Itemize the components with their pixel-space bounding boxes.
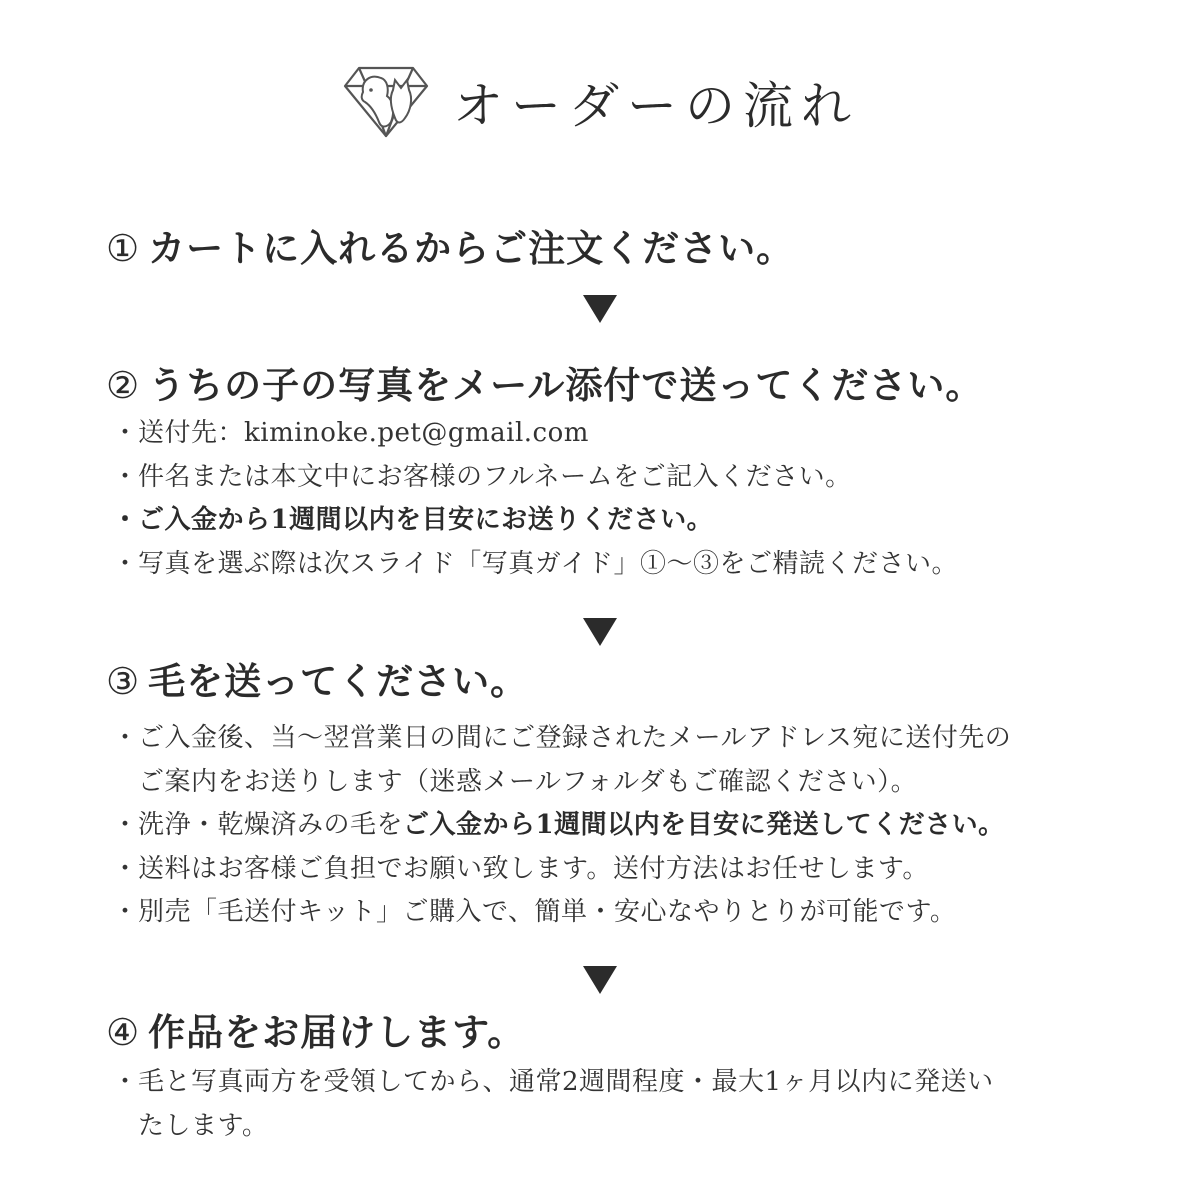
subject-line: 件名または本文中にお客様のフルネームをご記入ください。 xyxy=(138,461,852,492)
step-1-heading xyxy=(106,218,794,272)
list-item xyxy=(112,412,958,456)
step-label: 作品をお届けします。 xyxy=(148,1010,526,1054)
guide-line-1: ご入金後、当〜翌営業日の間にご登録されたメールアドレス宛に送付先の xyxy=(138,723,1012,753)
list-item xyxy=(112,891,1011,935)
down-arrow-icon xyxy=(583,966,617,994)
step-label: 毛を送ってください。 xyxy=(148,659,529,703)
diamond-pet-logo-icon xyxy=(341,62,431,142)
wash-deadline: ご入金から1週間以内を目安に発送してください。 xyxy=(403,810,1005,840)
email-line: 送付先：kiminoke.pet@gmail.com xyxy=(138,418,589,448)
delivery-line-2: たします。 xyxy=(138,1110,269,1141)
delivery-line-1: 毛と写真両方を受領してから、通常2週間程度・最大1ヶ月以内に発送い xyxy=(138,1067,994,1097)
deadline-line: ご入金から1週間以内を目安にお送りください。 xyxy=(138,505,714,535)
bullet: ・ xyxy=(112,810,139,840)
list-item xyxy=(112,717,1011,804)
bullet: ・ xyxy=(112,548,139,579)
bullet: ・ xyxy=(112,505,139,535)
list-item xyxy=(112,499,958,543)
list-item xyxy=(112,1061,994,1148)
bullet: ・ xyxy=(112,418,139,448)
step-number: ② xyxy=(106,364,141,407)
list-item xyxy=(112,456,958,500)
shipping-line: 送料はお客様ご負担でお願い致します。送付方法はお任せします。 xyxy=(138,853,929,884)
bullet: ・ xyxy=(112,897,139,927)
page-header xyxy=(0,62,1200,142)
bullet: ・ xyxy=(112,461,139,492)
page-title: オーダーの流れ xyxy=(453,77,859,135)
bullet: ・ xyxy=(112,853,139,884)
photo-guide-line: 写真を選ぶ際は次スライド「写真ガイド」①〜③をご精読ください。 xyxy=(138,548,958,579)
list-item xyxy=(112,543,958,587)
list-item xyxy=(112,848,1011,892)
step-2-details xyxy=(112,412,958,586)
step-4-details xyxy=(112,1061,994,1148)
step-label: うちの子の写真をメール添付で送ってください。 xyxy=(148,363,984,407)
step-number: ① xyxy=(106,227,141,270)
bullet: ・ xyxy=(112,723,139,753)
step-number: ③ xyxy=(106,660,141,703)
down-arrow-icon xyxy=(583,618,617,646)
step-3-details xyxy=(112,717,1011,935)
wash-prefix: 洗浄・乾燥済みの毛を xyxy=(138,810,404,840)
guide-line-2: ご案内をお送りします（迷惑メールフォルダもご確認ください）。 xyxy=(138,766,918,797)
step-4-heading xyxy=(106,1002,525,1056)
down-arrow-icon xyxy=(583,295,617,323)
bullet: ・ xyxy=(112,1067,139,1097)
step-3-heading xyxy=(106,651,528,705)
step-label: カートに入れるからご注文ください。 xyxy=(148,226,795,270)
kit-line: 別売「毛送付キット」ご購入で、簡単・安心なやりとりが可能です。 xyxy=(138,897,957,927)
step-2-heading xyxy=(106,355,983,409)
step-number: ④ xyxy=(106,1011,141,1054)
list-item xyxy=(112,804,1011,848)
